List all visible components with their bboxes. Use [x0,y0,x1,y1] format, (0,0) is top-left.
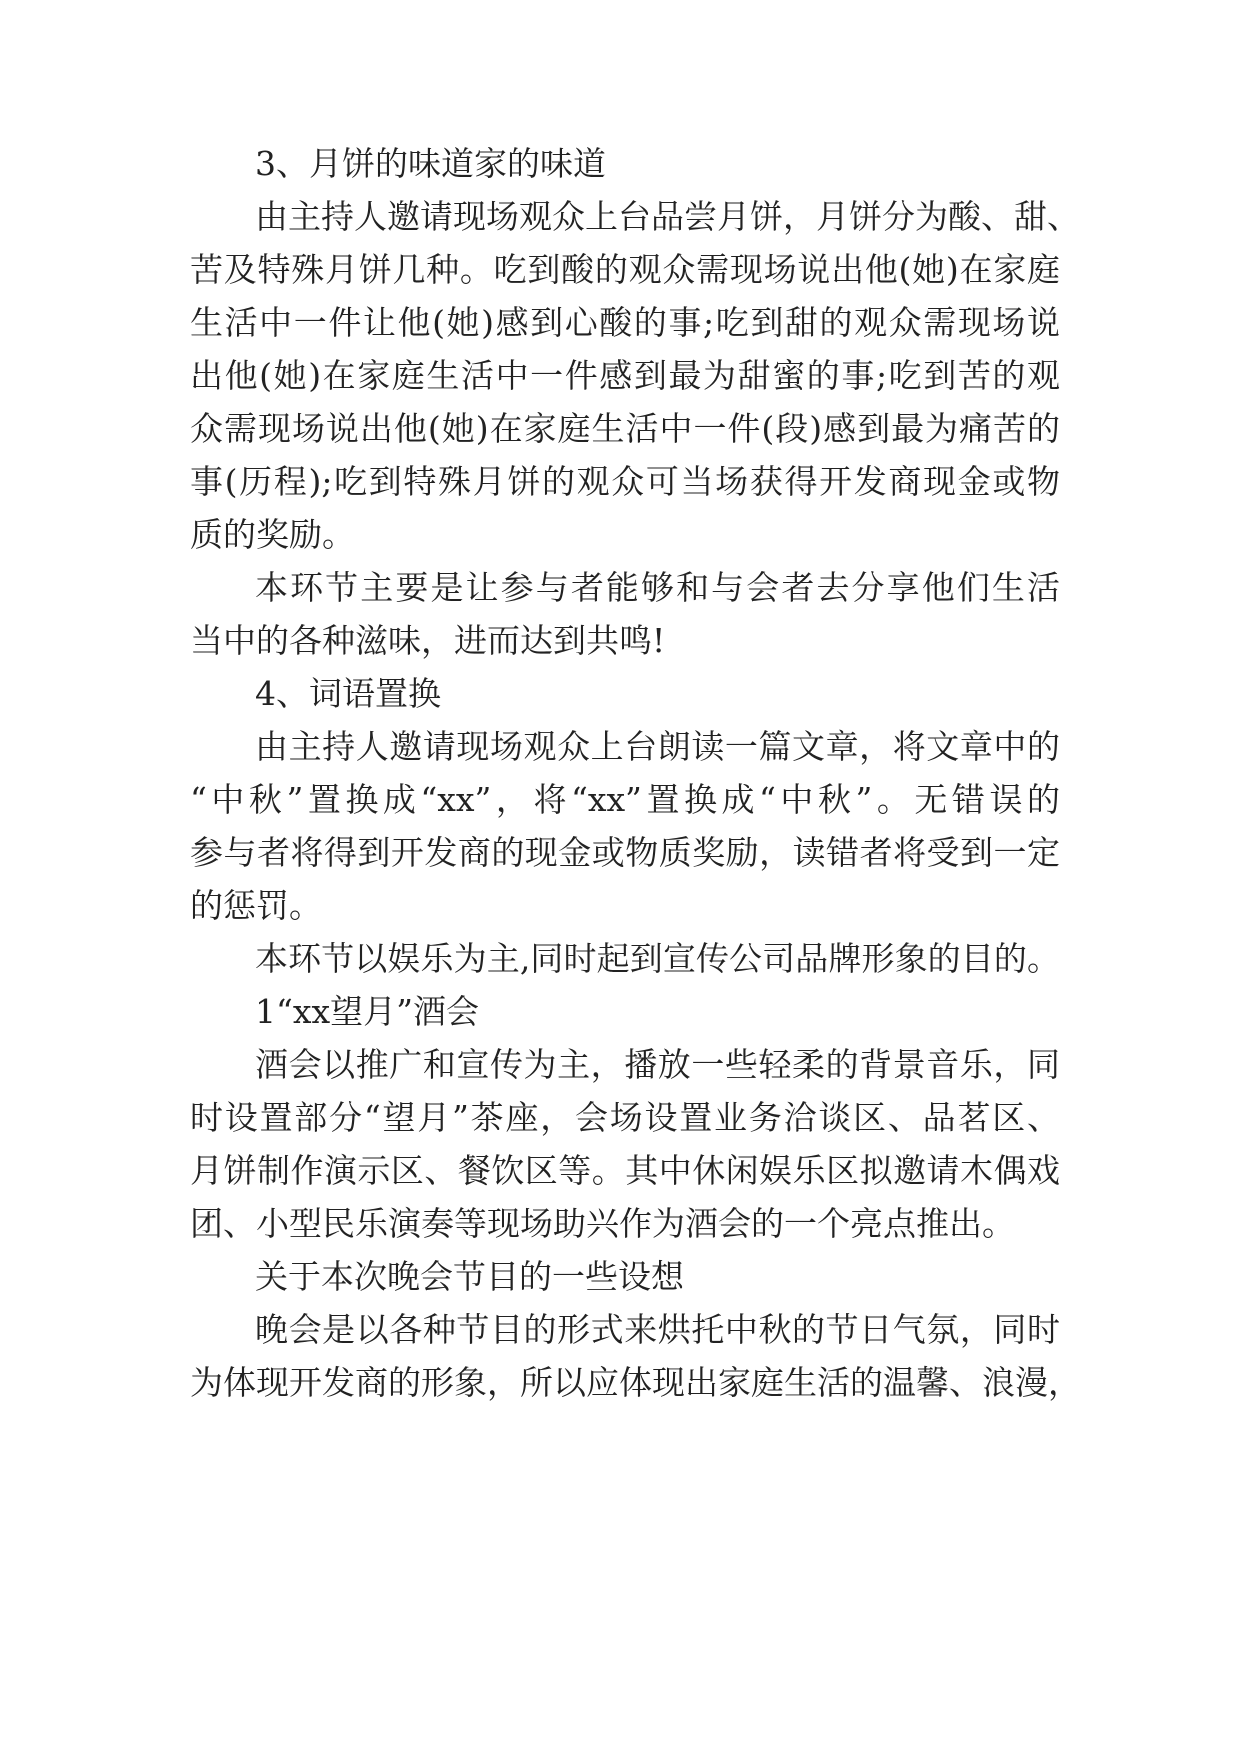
paragraph-line: 本环节以娱乐为主,同时起到宣传公司品牌形象的目的。 [255,939,1060,978]
paragraph-line: 众需现场说出他(她)在家庭生活中一件(段)感到最为痛苦的 [190,409,1060,448]
paragraph-line: 由主持人邀请现场观众上台朗读一篇文章，将文章中的 [255,727,1060,766]
heading-program-ideas: 关于本次晚会节目的一些设想 [255,1257,684,1296]
paragraph-line: 晚会是以各种节目的形式来烘托中秋的节日气氛，同时 [255,1310,1060,1349]
paragraph-line: 为体现开发商的形象，所以应体现出家庭生活的温馨、浪漫， [190,1363,1081,1402]
paragraph-line: 团、小型民乐演奏等现场助兴作为酒会的一个亮点推出。 [190,1204,1015,1243]
paragraph-line: 苦及特殊月饼几种。吃到酸的观众需现场说出他(她)在家庭 [190,250,1060,289]
paragraph-line: 事(历程);吃到特殊月饼的观众可当场获得开发商现金或物 [190,462,1060,501]
paragraph-line: 出他(她)在家庭生活中一件感到最为甜蜜的事;吃到苦的观 [190,356,1060,395]
paragraph-line: 月饼制作演示区、餐饮区等。其中休闲娱乐区拟邀请木偶戏 [190,1151,1060,1190]
paragraph-line: 酒会以推广和宣传为主，播放一些轻柔的背景音乐，同 [255,1045,1060,1084]
paragraph-line: 生活中一件让他(她)感到心酸的事;吃到甜的观众需现场说 [190,303,1060,342]
paragraph-line: 由主持人邀请现场观众上台品尝月饼，月饼分为酸、甜、 [255,197,1080,236]
paragraph-line: 本环节主要是让参与者能够和与会者去分享他们生活 [255,568,1060,607]
heading-moon-gazing-reception: 1“xx望月”酒会 [255,992,479,1031]
paragraph-line: 参与者将得到开发商的现金或物质奖励，读错者将受到一定 [190,833,1060,872]
heading-mooncake-taste: 3、月饼的味道家的味道 [255,144,606,183]
paragraph-line: 质的奖励。 [190,515,355,554]
paragraph-line: 的惩罚。 [190,886,322,925]
paragraph-line: 当中的各种滋味，进而达到共鸣! [190,621,666,660]
paragraph-line: 时设置部分“望月”茶座，会场设置业务洽谈区、品茗区、 [190,1098,1060,1137]
paragraph-line: “中秋”置换成“xx”，将“xx”置换成“中秋”。无错误的 [190,780,1060,819]
heading-word-swap: 4、词语置换 [255,674,441,713]
